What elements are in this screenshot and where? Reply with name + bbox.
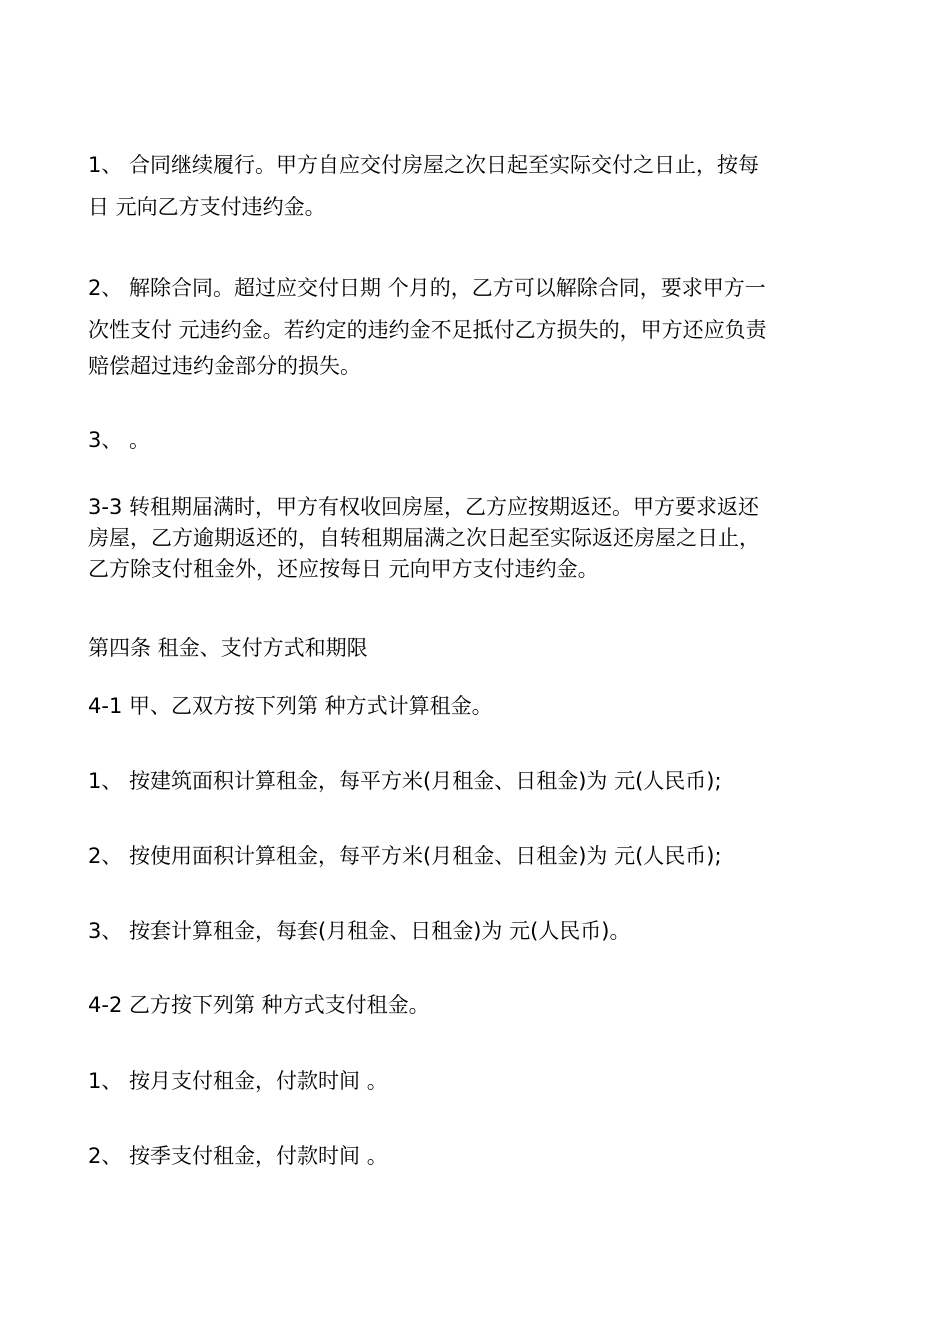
text-line: 3-3 转租期届满时，甲方有权收回房屋，乙方应按期返还。甲方要求返还 [88,495,759,519]
text-line: 乙方除支付租金外，还应按每日 元向甲方支付违约金。 [88,557,599,581]
text-line: 房屋，乙方逾期返还的，自转租期届满之次日起至实际返还房屋之日止， [88,526,760,550]
text-line: 1、 合同继续履行。甲方自应交付房屋之次日起至实际交付之日止，按每 [88,153,760,177]
paragraph-payment-option-1 [88,1066,868,1097]
text-line: 次性支付 元违约金。若约定的违约金不足抵付乙方损失的，甲方还应负责 [88,318,767,342]
text-line: 日 元向乙方支付违约金。 [88,195,326,219]
paragraph-clause-2-terminate-contract [88,267,868,382]
text-line: 1、 按建筑面积计算租金，每平方米(月租金、日租金)为 元(人民币); [88,769,722,793]
text-line: 赔偿超过违约金部分的损失。 [88,354,361,378]
paragraph-rent-option-1 [88,766,868,797]
paragraph-rent-option-3 [88,916,868,947]
paragraph-section-3-3 [88,492,868,585]
text-line: 2、 解除合同。超过应交付日期 个月的，乙方可以解除合同，要求甲方一 [88,276,766,300]
paragraph-section-4-1 [88,691,868,722]
text-line: 1、 按月支付租金，付款时间 。 [88,1069,388,1093]
text-line: 第四条 租金、支付方式和期限 [88,636,368,660]
paragraph-rent-option-2 [88,841,868,872]
text-line: 4-2 乙方按下列第 种方式支付租金。 [88,993,430,1017]
paragraph-section-4-2 [88,990,868,1021]
section-heading-article-4 [88,633,868,664]
text-line: 3、 按套计算租金，每套(月租金、日租金)为 元(人民币)。 [88,919,631,943]
paragraph-clause-3-blank [88,419,868,461]
paragraph-payment-option-2 [88,1141,868,1172]
text-line: 4-1 甲、乙双方按下列第 种方式计算租金。 [88,694,493,718]
paragraph-clause-1-continue-contract [88,144,868,228]
text-line: 3、 。 [88,428,151,452]
text-line: 2、 按使用面积计算租金，每平方米(月租金、日租金)为 元(人民币); [88,844,722,868]
text-line: 2、 按季支付租金，付款时间 。 [88,1144,388,1168]
